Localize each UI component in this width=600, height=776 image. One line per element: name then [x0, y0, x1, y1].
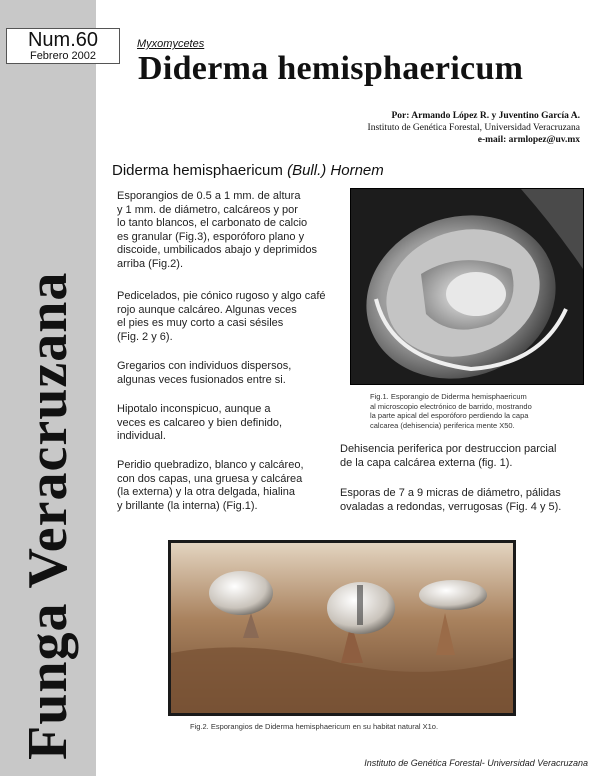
- text-line: individual.: [117, 430, 166, 442]
- text-line: discoide, umbilicados abajo y deprimidos: [117, 244, 317, 256]
- text-line: Esporas de 7 a 9 micras de diámetro, pálidas: [340, 487, 561, 499]
- author-names: Por: Armando López R. y Juventino García A.: [391, 111, 580, 121]
- text-line: veces es calcareo y bien definido,: [117, 416, 283, 429]
- footer: Instituto de Genética Forestal- Universidad Veracruzana: [364, 758, 588, 768]
- text-line: y brillante (la interna) (Fig.1).: [117, 499, 258, 512]
- caption-line: al microscopio electrónico de barrido, mostrando: [370, 401, 532, 411]
- species-authority: (Bull.) Hornem: [287, 162, 384, 179]
- text-line: Pedicelados, pie cónico rugoso y algo café: [117, 290, 326, 302]
- paragraph-4: [117, 403, 345, 444]
- text-line: con dos capas, una gruesa y calcárea: [117, 472, 303, 485]
- right-paragraph-2: [340, 486, 590, 514]
- figure-2-caption: Fig.2. Esporangios de Diderma hemisphaericum en su habitat natural X1o.: [190, 722, 439, 731]
- text-line: (Fig. 2 y 6).: [117, 330, 173, 343]
- caption-line: la parte apical del esporóforo perdiendo la capa: [370, 411, 529, 420]
- author-institution: Instituto de Genética Forestal, Universidad Veracruzana: [367, 123, 580, 133]
- section-heading: [112, 162, 384, 179]
- text-line: (la externa) y la otra delgada, hialina: [117, 486, 295, 498]
- author-email[interactable]: e-mail: armlopez@uv.mx: [477, 135, 580, 145]
- text-line: de la capa calcárea externa (fig. 1).: [340, 457, 513, 469]
- issue-box: [6, 28, 120, 64]
- caption-line: calcarea (dehisencia) periferica mente X50.: [370, 420, 515, 430]
- paragraph-5: [117, 459, 345, 513]
- figure-1-caption: [370, 392, 570, 430]
- text-line: Esporangios de 0.5 a 1 mm. de altura: [117, 190, 301, 202]
- right-paragraph-1: [340, 442, 590, 470]
- kicker: Myxomycetes: [137, 38, 205, 50]
- caption-line: Fig.1. Esporangio de Diderma hemisphaericum: [370, 392, 527, 401]
- text-line: Gregarios con individuos dispersos,: [117, 360, 292, 372]
- text-line: y 1 mm. de diámetro, calcáreos y por: [117, 203, 298, 216]
- text-line: Dehisencia periferica por destruccion parcial: [340, 443, 557, 455]
- figure-1-sem-image: [350, 188, 584, 385]
- issue-date: Febrero 2002: [29, 50, 97, 62]
- masthead-vertical-title: Funga Veracruzana: [17, 271, 79, 760]
- text-line: algunas veces fusionados entre si.: [117, 373, 286, 386]
- paragraph-1: [117, 190, 345, 271]
- figure-2-habitat-photo: [168, 540, 516, 716]
- page-title: Diderma hemisphaericum: [138, 50, 524, 87]
- text-line: arriba (Fig.2).: [117, 257, 184, 270]
- text-line: Hipotalo inconspicuo, aunque a: [117, 403, 271, 415]
- issue-number: Num.60: [27, 29, 99, 51]
- text-line: rojo aunque calcáreo. Algunas veces: [117, 303, 297, 316]
- text-line: ovaladas a redondas, verrugosas (Fig. 4 y 5).: [340, 501, 562, 513]
- text-line: lo tanto blancos, el carbonato de calcio: [117, 217, 308, 229]
- text-line: Peridio quebradizo, blanco y calcáreo,: [117, 459, 304, 471]
- paragraph-3: [117, 360, 345, 387]
- species-name: Diderma hemisphaericum: [112, 162, 283, 179]
- text-line: es granular (Fig.3), esporóforo plano y: [117, 230, 305, 243]
- text-line: el pies es muy corto a casi sésiles: [117, 317, 284, 329]
- author-block: [368, 110, 580, 146]
- paragraph-2: [117, 290, 345, 344]
